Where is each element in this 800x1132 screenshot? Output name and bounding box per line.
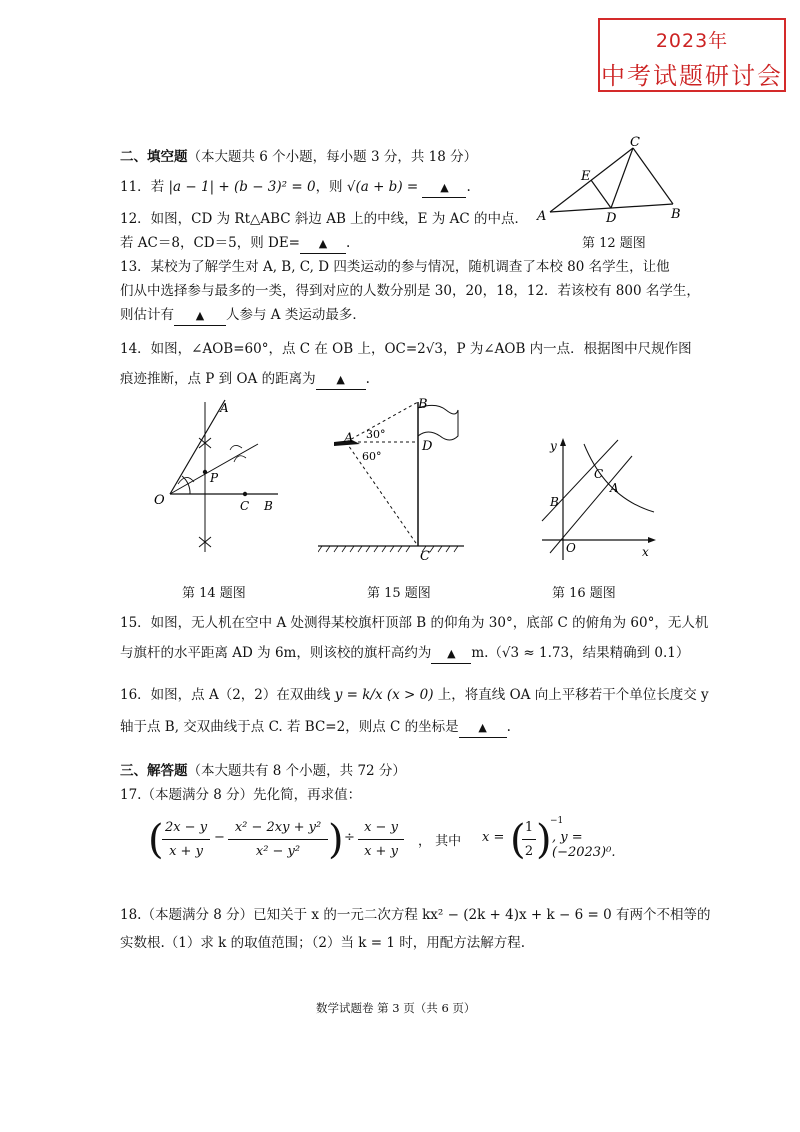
fig16-label-b: B (550, 495, 559, 509)
fig14-label-c: C (240, 499, 250, 513)
q14-end: . (365, 371, 370, 387)
q13-answer-blank[interactable]: ▲ (174, 307, 226, 326)
stamp-year: 2023年 (655, 30, 729, 52)
q11-text-b: ，则 (315, 179, 343, 195)
fig15-label-c: C (420, 549, 430, 562)
q17-line1: 17.（本题满分 8 分）先化简，再求值： (120, 787, 362, 803)
q11-answer-blank[interactable]: ▲ (422, 179, 466, 198)
figure-15 (318, 392, 478, 562)
q17-frac2-num: x² − 2xy + y² (234, 820, 322, 835)
q18-line1: 18.（本题满分 8 分）已知关于 x 的一元二次方程 kx² − (2k + 4)x + k − 6 = 0 有两个不相等的 (120, 907, 711, 923)
q13-line1: 13．某校为了解学生对 A, B, C, D 四类运动的参与情况，随机调查了本校 80 名学生，让他 (120, 259, 670, 275)
q13-line3-a: 则估计有 (120, 307, 174, 323)
q11-expression-root: √(a + b) = (346, 179, 419, 195)
q15-line2-a: 与旗杆的水平距离 AD 为 6m，则该校的旗杆高约为 (120, 645, 432, 661)
q17-condition: ， 其中 (418, 834, 462, 849)
stamp (598, 18, 786, 92)
q12-line1: 12．如图，CD 为 Rt△ABC 斜边 AB 上的中线，E 为 AC 的中点． (120, 211, 528, 227)
q17-half-den: 2 (524, 844, 534, 859)
fig15-label-b: B (418, 397, 428, 412)
q18-line2: 实数根.（1）求 k 的取值范围；（2）当 k = 1 时，用配方法解方程. (120, 935, 526, 951)
section2-heading-line (120, 148, 477, 166)
q17-paren-right: ) (328, 817, 344, 863)
q13-line2: 们从中选择参与最多的一类，得到对应的人数分别是 30，20，18，12．若该校有 800 名学生， (120, 283, 700, 299)
fig15-label-a: A (344, 431, 354, 446)
figure-14 (150, 392, 290, 562)
q17-exponent: −1 (550, 816, 564, 826)
q17-y-eq: , y = (−2023)⁰. (552, 830, 616, 860)
q17-frac2-bar (228, 839, 328, 840)
q14-line2-text: 痕迹推断，点 P 到 OA 的距离为 (120, 371, 316, 387)
fig16-caption: 第 16 题图 (552, 586, 616, 601)
q15-answer-blank[interactable]: ▲ (431, 645, 471, 664)
fig12-label-c: C (630, 136, 640, 150)
fig12-label-d: D (606, 211, 617, 224)
q17-divide: ÷ (344, 830, 355, 845)
section3-heading: 三、解答题 (120, 763, 188, 779)
q17-x-eq: x = (482, 830, 505, 845)
q17-frac1-bar (162, 839, 210, 840)
section3-heading-line (120, 762, 406, 780)
section3-note: （本大题共有 8 个小题，共 72 分） (187, 763, 406, 779)
section2-heading: 二、填空题 (120, 149, 188, 165)
q17-frac3-num: x − y (364, 820, 398, 835)
q12-end: . (345, 235, 351, 251)
q14-answer-blank[interactable]: ▲ (316, 371, 366, 390)
q17-half-num: 1 (524, 820, 534, 835)
section2-note: （本大题共 6 个小题，每小题 3 分，共 18 分） (187, 149, 478, 165)
q16-answer-blank[interactable]: ▲ (459, 719, 507, 738)
fig15-caption: 第 15 题图 (367, 586, 431, 601)
q11-expression: |a − 1| + (b − 3)² = 0 (168, 179, 316, 195)
fig14-label-a: A (220, 401, 229, 415)
q16-line1-a: 16．如图，点 A（2，2）在双曲线 (120, 687, 331, 703)
fig14-label-b: B (264, 499, 273, 513)
q17-paren-left: ( (148, 817, 164, 863)
q15-line2 (120, 644, 689, 664)
q17-frac3-den: x + y (364, 844, 398, 859)
q11 (120, 178, 471, 198)
q17-minus: − (214, 830, 225, 845)
q13-line3-b: 人参与 A 类运动最多． (226, 307, 366, 323)
fig16-label-x: x (642, 545, 649, 559)
q16-line1-b: 上，将直线 OA 向上平移若干个单位长度交 y (437, 687, 709, 703)
fig16-label-c: C (594, 467, 604, 481)
q16-end: . (506, 719, 511, 735)
fig16-label-a: A (610, 481, 619, 495)
fig12-label-e: E (581, 169, 591, 184)
fig14-label-p: P (210, 471, 219, 485)
page-footer: 数学试题卷 第 3 页（共 6 页） (316, 1001, 476, 1015)
q17-half-paren-right: ) (536, 817, 552, 863)
q17-frac3-bar (358, 839, 404, 840)
q17-frac1-num: 2x − y (164, 820, 208, 835)
fig12-label-b: B (671, 207, 681, 222)
stamp-title: 中考试题研讨会 (601, 62, 783, 90)
fig14-label-o: O (154, 493, 165, 508)
q12-line2-text: 若 AC＝8，CD＝5，则 DE= (120, 235, 300, 251)
q17-expression (148, 816, 616, 866)
fig12-caption: 第 12 题图 (582, 236, 646, 251)
figure-16 (536, 436, 666, 566)
q11-number: 11． (120, 179, 151, 195)
q17-frac2-den: x² − y² (255, 844, 301, 859)
q12-answer-blank[interactable]: ▲ (300, 235, 346, 254)
q17-frac1-den: x + y (169, 844, 203, 859)
fig16-label-o: O (566, 541, 576, 555)
q15-line2-b: m.（√3 ≈ 1.73，结果精确到 0.1） (471, 645, 690, 661)
q16-line2-text: 轴于点 B, 交双曲线于点 C. 若 BC=2，则点 C 的坐标是 (120, 719, 459, 735)
q16-line1 (120, 686, 709, 704)
fig15-angle-60: 60° (362, 450, 382, 463)
fig15-angle-30: 30° (366, 428, 386, 441)
fig16-label-y: y (550, 439, 557, 453)
figure-12 (535, 136, 685, 224)
q14-line1: 14．如图，∠AOB=60°，点 C 在 OB 上，OC=2√3，P 为∠AOB 内一点．根据图中尺规作图 (120, 341, 692, 357)
q11-text-a: 若 (150, 179, 165, 195)
fig15-label-d: D (422, 439, 433, 454)
q17-half-bar (522, 839, 536, 840)
q15-line1: 15．如图，无人机在空中 A 处测得某校旗杆顶部 B 的仰角为 30°，底部 C 的俯角为 60°，无人机 (120, 615, 709, 631)
q17-half-paren-left: ( (510, 817, 526, 863)
q16-line2 (120, 718, 511, 738)
q12-line2 (120, 234, 350, 254)
q16-function: y = k/x (x > 0) (334, 687, 434, 703)
fig12-label-a: A (537, 209, 547, 224)
q13-line3 (120, 306, 366, 326)
q14-line2 (120, 370, 370, 390)
fig14-caption: 第 14 题图 (182, 586, 246, 601)
q11-end: . (466, 179, 471, 195)
